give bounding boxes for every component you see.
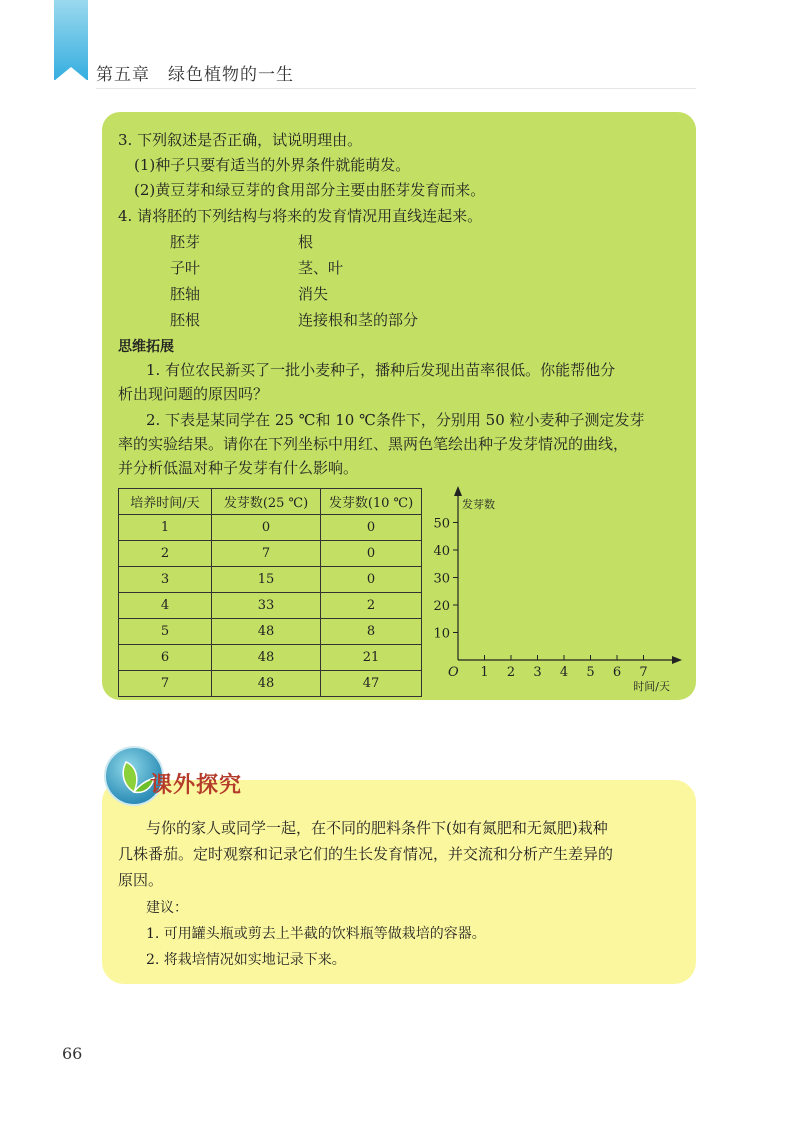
question-3-item-2: (2)黄豆芽和绿豆芽的食用部分主要由胚芽发育而来。 [134, 181, 486, 199]
question-3-item-1: (1)种子只要有适当的外界条件就能萌发。 [134, 156, 411, 174]
table-header-cell: 发芽数(10 ℃) [321, 489, 422, 515]
extension-paragraph-1-line-2: 析出现问题的原因吗？ [118, 385, 269, 403]
table-cell: 2 [321, 593, 422, 619]
extension-paragraph-2-line-1: 2. 下表是某同学在 25 ℃和 10 ℃条件下，分别用 50 粒小麦种子测定发芽 [146, 411, 645, 429]
table-row [119, 645, 422, 671]
table-row [119, 593, 422, 619]
table-row [119, 541, 422, 567]
extension-paragraph-1-line-1: 1. 有位农民新买了一批小麦种子，播种后发现出苗率很低。你能帮他分 [146, 361, 616, 379]
x-axis-arrow-icon [672, 656, 682, 664]
header-divider [96, 88, 696, 89]
table-header-cell: 培养时间/天 [119, 489, 212, 515]
table-cell: 21 [321, 645, 422, 671]
table-row [119, 619, 422, 645]
table-header-row [119, 489, 422, 515]
extension-paragraph-2-line-3: 并分析低温对种子发芽有什么影响。 [118, 459, 359, 477]
y-axis-label: 发芽数 [462, 498, 495, 511]
extension-paragraph-2-line-2: 率的实验结果。请你在下列坐标中用红、黑两色笔绘出种子发芽情况的曲线， [118, 435, 629, 453]
match-right-item: 连接根和茎的部分 [298, 311, 419, 329]
question-4-title: 4. 请将胚的下列结构与将来的发育情况用直线连起来。 [118, 207, 483, 225]
activity-paragraph-line-1: 与你的家人或同学一起，在不同的肥料条件下(如有氮肥和无氮肥)栽种 [146, 819, 608, 837]
table-header-cell: 发芽数(25 ℃) [212, 489, 321, 515]
suggestion-item-2: 2. 将栽培情况如实地记录下来。 [146, 952, 346, 968]
match-left-item: 胚轴 [170, 285, 201, 303]
match-left-item: 子叶 [170, 259, 201, 277]
germination-table [118, 488, 422, 697]
x-tick-label: 6 [612, 665, 622, 680]
y-axis-arrow-icon [454, 486, 462, 496]
table-cell: 4 [119, 593, 212, 619]
activity-paragraph-line-3: 原因。 [118, 871, 164, 889]
table-cell: 15 [212, 567, 321, 593]
x-tick-label: 2 [506, 665, 516, 680]
germination-coordinate-axes [430, 484, 686, 694]
y-tick-label: 10 [433, 626, 450, 642]
x-axis-label: 时间/天 [633, 680, 670, 693]
suggestion-item-1: 1. 可用罐头瓶或剪去上半截的饮料瓶等做栽培的容器。 [146, 926, 486, 942]
activity-paragraph-line-2: 几株番茄。定时观察和记录它们的生长发育情况，并交流和分析产生差异的 [118, 845, 614, 863]
match-left-item: 胚根 [170, 311, 201, 329]
table-row [119, 671, 422, 697]
y-tick-label: 20 [433, 599, 450, 614]
x-tick-label: 3 [533, 665, 542, 680]
match-left-item: 胚芽 [170, 233, 201, 251]
table-cell: 48 [212, 645, 321, 671]
table-cell: 0 [212, 515, 321, 541]
table-cell: 2 [119, 541, 212, 567]
page-number: 66 [62, 1044, 83, 1063]
x-tick-label: 1 [480, 665, 489, 680]
table-cell: 0 [321, 567, 422, 593]
y-tick-label: 40 [433, 544, 450, 559]
table-cell: 5 [119, 619, 212, 645]
x-tick-label: 7 [639, 665, 648, 680]
question-3-title: 3. 下列叙述是否正确，试说明理由。 [118, 131, 363, 149]
axis-origin-label: O [448, 665, 459, 680]
table-cell: 6 [119, 645, 212, 671]
activity-badge-title: 课外探究 [150, 773, 243, 798]
table-cell: 7 [212, 541, 321, 567]
table-row [119, 515, 422, 541]
extension-heading: 思维拓展 [118, 339, 174, 355]
table-cell: 48 [212, 619, 321, 645]
match-right-item: 根 [298, 233, 314, 251]
x-tick-label: 4 [559, 665, 569, 680]
table-cell: 3 [119, 567, 212, 593]
x-tick-label: 5 [586, 665, 595, 680]
suggestion-label: 建议： [146, 900, 188, 916]
y-tick-label: 30 [433, 571, 450, 587]
table-cell: 48 [212, 671, 321, 697]
chapter-bookmark-ribbon [54, 0, 88, 80]
table-cell: 0 [321, 541, 422, 567]
table-cell: 0 [321, 515, 422, 541]
table-cell: 47 [321, 671, 422, 697]
table-cell: 8 [321, 619, 422, 645]
match-right-item: 消失 [298, 285, 329, 303]
chapter-title: 第五章 绿色植物的一生 [96, 65, 294, 85]
match-right-item: 茎、叶 [298, 259, 344, 277]
table-cell: 7 [119, 671, 212, 697]
table-cell: 33 [212, 593, 321, 619]
table-row [119, 567, 422, 593]
table-cell: 1 [119, 515, 212, 541]
y-tick-label: 50 [433, 516, 450, 532]
